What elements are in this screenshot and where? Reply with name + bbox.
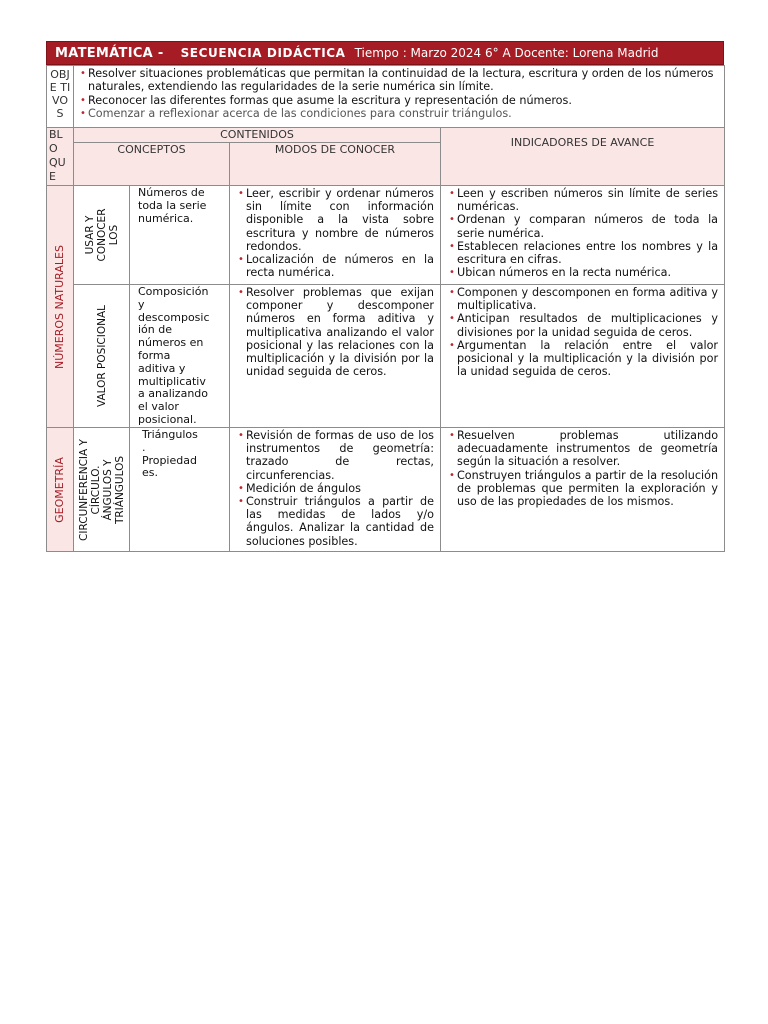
concept-line: Triángulos: [142, 428, 198, 441]
contents-header-row: [47, 128, 725, 143]
contenidos-header: CONTENIDOS: [74, 128, 441, 143]
concept-line: Propiedad: [142, 453, 197, 467]
modo-item: • Revisión de formas de uso de los instrumentos de geometría: trazado de rectas, circunferencias.: [236, 429, 434, 482]
indicadores-cell: [441, 428, 725, 552]
numeros-row-1: [47, 186, 725, 285]
concept-cell: [130, 428, 230, 552]
modos-cell: [230, 285, 441, 428]
header-details: Tiempo : Marzo 2024 6° A Docente: Lorena Madrid: [354, 46, 659, 60]
objective-item: • Reconocer las diferentes formas que asume la escritura y representación de números.: [78, 94, 718, 107]
bloque-label-line: E: [49, 170, 56, 183]
modo-item: • Medición de ángulos: [236, 482, 434, 495]
concept-line: a analizando: [138, 387, 209, 401]
concept-line: descomposic: [138, 310, 210, 324]
concept-line: posicional.: [138, 412, 197, 426]
bloque-label-line: O: [49, 142, 58, 155]
indicador-item: • Leen y escriben números sin límite de series numéricas.: [447, 187, 718, 213]
block-name: GEOMETRÍA: [53, 456, 66, 523]
subblock-valor-posicional: [74, 285, 130, 428]
subblock-label-line: CONOCER: [95, 208, 108, 262]
objectives-row: [47, 66, 725, 128]
block-name: NÚMEROS NATURALES: [53, 244, 66, 369]
sequence-table: [46, 65, 725, 552]
indicador-item: • Establecen relaciones entre los nombres y la escritura en cifras.: [447, 240, 718, 266]
modo-item: • Localización de números en la recta numérica.: [236, 253, 434, 279]
subblock-label: [84, 209, 120, 262]
modo-item: • Construir triángulos a partir de las medidas de lados y/o ángulos. Analizar la cantidad de soluciones posibles.: [236, 495, 434, 548]
subblock-label-line: CIRCUNFERENCIA Y: [77, 438, 90, 541]
concept-line: .: [142, 440, 146, 454]
title-bar: [46, 41, 724, 65]
concept-line: números en: [138, 336, 204, 350]
objectives-label: [47, 66, 74, 128]
indicador-item: • Argumentan la relación entre el valor posicional y la multiplicación y la división por la unidad seguida de ceros.: [447, 339, 718, 379]
concept-cell: [130, 285, 230, 428]
subblock-label: [78, 439, 126, 541]
objectives-label-line: VO: [52, 94, 68, 107]
objectives-list: [78, 67, 718, 120]
objective-item: • Comenzar a reflexionar acerca de las condiciones para construir triángulos.: [78, 107, 718, 120]
subblock-circunferencia: [74, 428, 130, 552]
didactic-sequence-sheet: [46, 41, 724, 552]
objective-item: • Resolver situaciones problemáticas que permitan la continuidad de la lectura, escritura y orden de los números naturales, extendiendo las regularidades de la serie numérica sin límite.: [78, 67, 718, 94]
indicador-item: • Resuelven problemas utilizando adecuadamente instrumentos de geometría según la situación a resolver.: [447, 429, 718, 469]
concept-line: el valor: [138, 400, 179, 414]
subblock-label-line: TRIÁNGULOS: [113, 455, 126, 524]
indicador-item: • Componen y descomponen en forma aditiva y multiplicativa.: [447, 286, 718, 312]
indicadores-cell: [441, 186, 725, 285]
geometria-row: [47, 428, 725, 552]
subject-title: MATEMÁTICA -: [55, 45, 164, 61]
subblock-label-line: CÍRCULO.: [89, 465, 102, 514]
block-numeros-naturales: [47, 186, 74, 428]
modo-item: • Resolver problemas que exijan componer y descomponer números en forma aditiva y multiplicativa analizando el valor posicional y las relaciones con la multiplicación y la división por la unidad seguida de ceros.: [236, 286, 434, 378]
objectives-label-line: S: [56, 107, 64, 120]
concept-line: y: [138, 297, 145, 311]
objectives-list-cell: [74, 66, 725, 128]
indicador-item: • Ordenan y comparan números de toda la serie numérica.: [447, 213, 718, 239]
indicadores-header: INDICADORES DE AVANCE: [441, 128, 725, 186]
subblock-label: VALOR POSICIONAL: [95, 304, 108, 408]
block-geometria: [47, 428, 74, 552]
modo-item: • Leer, escribir y ordenar números sin límite con información disponible a la vista sobre escritura y nombre de números redondos.: [236, 187, 434, 253]
bloque-label: [47, 128, 74, 186]
concept-line: multiplicativ: [138, 374, 206, 388]
objectives-label-line: OBJ: [50, 68, 70, 81]
modos-header: MODOS DE CONOCER: [230, 143, 441, 186]
conceptos-header: CONCEPTOS: [74, 143, 230, 186]
indicadores-cell: [441, 285, 725, 428]
concept-line: forma: [138, 348, 171, 362]
concept-line: Composición: [138, 285, 209, 298]
modos-cell: [230, 428, 441, 552]
numeros-row-2: [47, 285, 725, 428]
concept-line: es.: [142, 466, 158, 480]
concept-cell: Números de toda la serie numérica.: [130, 186, 230, 285]
indicador-item: • Construyen triángulos a partir de la resolución de problemas que permiten la exploración y uso de las propiedades de los mismos.: [447, 469, 718, 509]
bloque-label-line: QU: [49, 156, 66, 169]
concept-line: ión de: [138, 323, 173, 337]
modos-cell: [230, 186, 441, 285]
subblock-usar-conocer: [74, 186, 130, 285]
subblock-label-line: ÁNGULOS Y: [101, 458, 114, 521]
concept-line: aditiva y: [138, 361, 186, 375]
indicador-item: • Anticipan resultados de multiplicaciones y divisiones por la unidad seguida de ceros.: [447, 312, 718, 338]
sequence-title: SECUENCIA DIDÁCTICA: [180, 46, 346, 60]
indicador-item: • Ubican números en la recta numérica.: [447, 266, 718, 279]
objectives-label-line: E TI: [49, 81, 71, 94]
bloque-label-line: BL: [49, 128, 63, 141]
subblock-label-line: LOS: [107, 224, 120, 246]
subblock-label-line: USAR Y: [83, 215, 96, 255]
